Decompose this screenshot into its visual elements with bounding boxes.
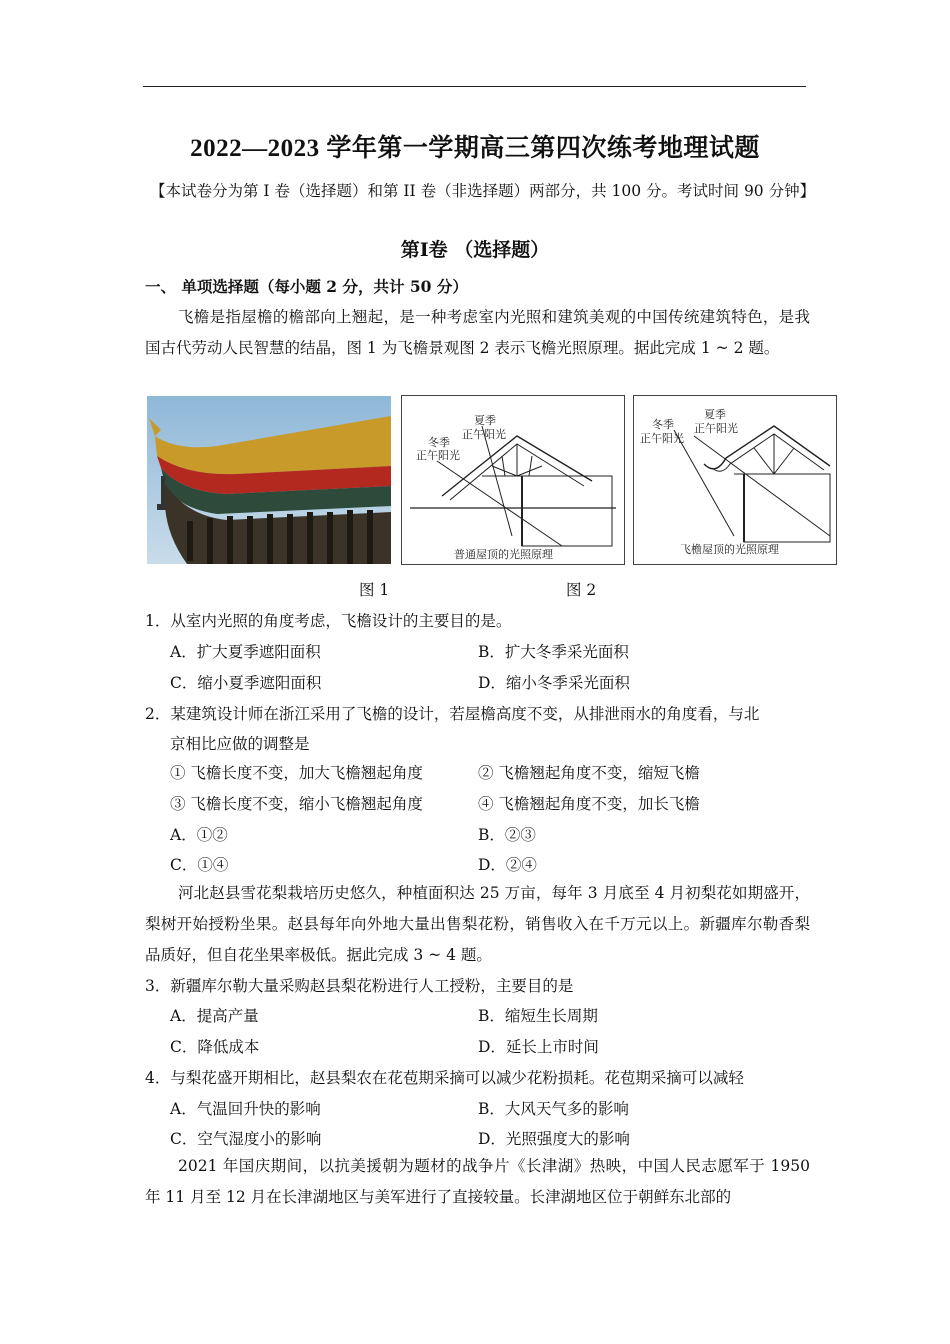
question-1-stem: 1．从室内光照的角度考虑，飞檐设计的主要目的是。 bbox=[145, 612, 512, 630]
winter-label-b2: 正午阳光 bbox=[640, 432, 684, 445]
exam-title: 2022—2023 学年第一学期高三第四次练考地理试题 bbox=[190, 135, 760, 162]
summer-label-a: 夏季 bbox=[474, 414, 496, 427]
figure-2a-ordinary-roof bbox=[401, 395, 625, 565]
question-3-option-c: C．降低成本 bbox=[170, 1038, 260, 1056]
summer-label-a2: 正午阳光 bbox=[462, 428, 506, 441]
header-rule bbox=[143, 86, 806, 87]
question-2-option-c: C．①④ bbox=[170, 856, 229, 874]
passage-2: 河北赵县雪花梨栽培历史悠久，种植面积达 25 万亩，每年 3 月底至 4 月初梨花如期盛开，梨树开始授粉坐果。赵县每年向外地大量出售梨花粉，销售收入在千万元以上。新疆库尔勒香梨品质好，但自花坐果率极低。据此完成 3 ~ 4 题。 bbox=[145, 884, 810, 964]
exam-note: 【本试卷分为第 I 卷（选择题）和第 II 卷（非选择题）两部分，共 100 分。考试时间 90 分钟】 bbox=[150, 182, 816, 200]
question-2-statement-1: ① 飞檐长度不变，加大飞檐翘起角度 bbox=[170, 764, 423, 782]
question-1-option-b: B．扩大冬季采光面积 bbox=[478, 643, 629, 661]
question-1-option-c: C．缩小夏季遮阳面积 bbox=[170, 674, 322, 692]
section-title: 第Ⅰ卷 （选择题） bbox=[400, 239, 550, 261]
figure-1-photo bbox=[147, 396, 391, 564]
question-1-option-d: D．缩小冬季采光面积 bbox=[478, 674, 630, 692]
summer-label-b: 夏季 bbox=[704, 408, 726, 421]
question-2-stem-line1: 2．某建筑设计师在浙江采用了飞檐的设计，若屋檐高度不变，从排泄雨水的角度看，与北 bbox=[145, 705, 760, 723]
question-3-option-b: B．缩短生长周期 bbox=[478, 1007, 598, 1025]
question-2-statement-4: ④ 飞檐翘起角度不变，加长飞檐 bbox=[478, 795, 700, 813]
question-2-statement-2: ② 飞檐翘起角度不变，缩短飞檐 bbox=[478, 764, 700, 782]
winter-label-a: 冬季 bbox=[428, 436, 450, 449]
question-3-option-d: D．延长上市时间 bbox=[478, 1038, 599, 1056]
question-2-option-b: B．②③ bbox=[478, 826, 536, 844]
figure-2b-flying-eave-roof bbox=[633, 395, 837, 565]
question-4-option-d: D．光照强度大的影响 bbox=[478, 1130, 630, 1148]
ordinary-roof-diagram bbox=[402, 396, 624, 564]
ordinary-roof-caption: 普通屋顶的光照原理 bbox=[454, 548, 553, 561]
flying-eave-roof-diagram bbox=[634, 396, 836, 564]
question-3-stem: 3．新疆库尔勒大量采购赵县梨花粉进行人工授粉，主要目的是 bbox=[145, 977, 574, 995]
question-4-stem: 4．与梨花盛开期相比，赵县梨农在花苞期采摘可以减少花粉损耗。花苞期采摘可以减轻 bbox=[145, 1069, 744, 1087]
question-2-statement-3: ③ 飞檐长度不变，缩小飞檐翘起角度 bbox=[170, 795, 423, 813]
question-4-option-a: A．气温回升快的影响 bbox=[170, 1100, 321, 1118]
question-4-option-b: B．大风天气多的影响 bbox=[478, 1100, 629, 1118]
question-2-option-d: D．②④ bbox=[478, 856, 537, 874]
question-4-option-c: C．空气湿度小的影响 bbox=[170, 1130, 322, 1148]
section-heading: 一、 单项选择题（每小题 2 分，共计 50 分） bbox=[145, 277, 468, 296]
question-3-option-a: A．提高产量 bbox=[170, 1007, 259, 1025]
winter-label-b: 冬季 bbox=[652, 418, 674, 431]
question-2-stem-line2: 京相比应做的调整是 bbox=[170, 735, 310, 753]
figure-1-caption: 图 1 bbox=[359, 581, 390, 599]
flying-eave-roof-caption: 飞檐屋顶的光照原理 bbox=[680, 543, 779, 556]
flying-eaves-photo bbox=[147, 396, 391, 564]
passage-3: 2021 年国庆期间，以抗美援朝为题材的战争片《长津湖》热映，中国人民志愿军于 1950 年 11 月至 12 月在长津湖地区与美军进行了直接较量。长津湖地区位于朝鲜东北部的 bbox=[145, 1157, 810, 1206]
question-2-option-a: A．①② bbox=[170, 826, 228, 844]
question-1-option-a: A．扩大夏季遮阳面积 bbox=[170, 643, 321, 661]
winter-label-a2: 正午阳光 bbox=[416, 449, 460, 462]
summer-label-b2: 正午阳光 bbox=[694, 422, 738, 435]
passage-1: 飞檐是指屋檐的檐部向上翘起，是一种考虑室内光照和建筑美观的中国传统建筑特色，是我国古代劳动人民智慧的结晶，图 1 为飞檐景观图 2 表示飞檐光照原理。据此完成 1 ~ 2 题。 bbox=[145, 308, 810, 357]
figure-2-caption: 图 2 bbox=[566, 581, 597, 599]
